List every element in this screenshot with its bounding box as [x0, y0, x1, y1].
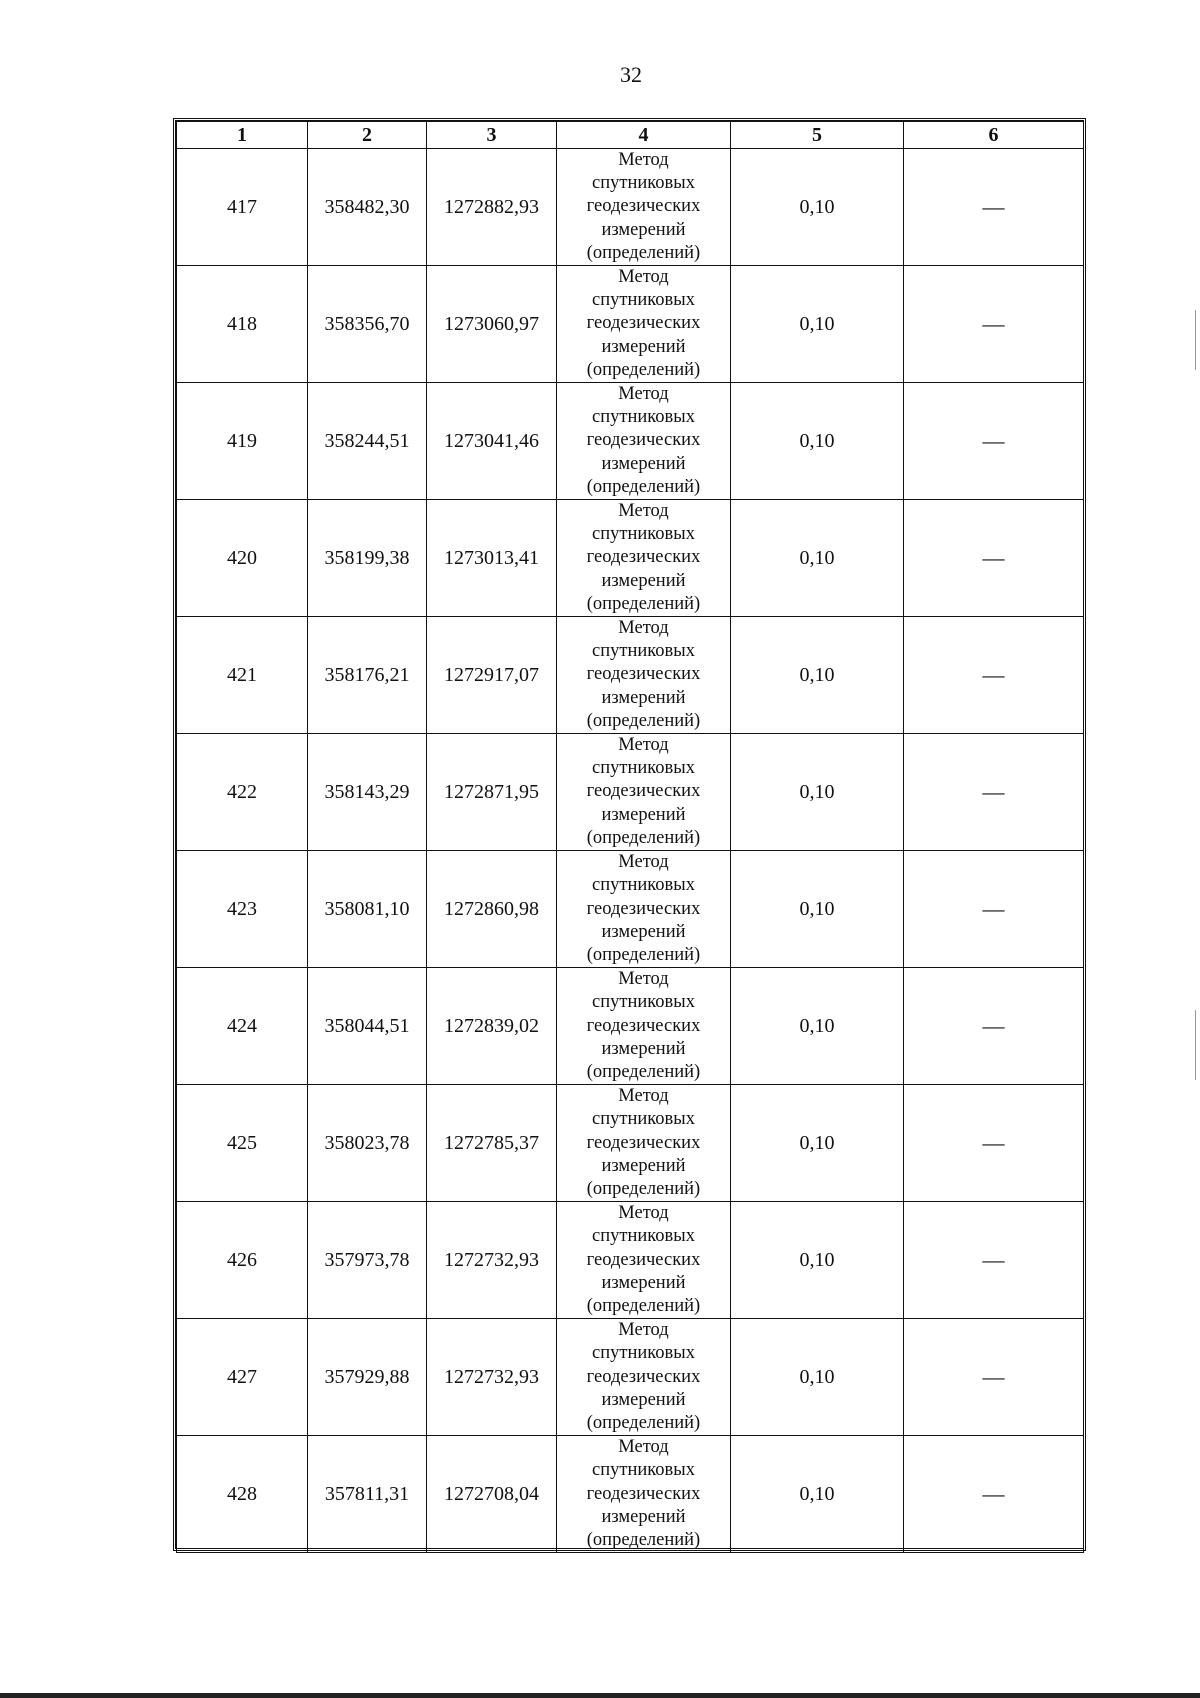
method-cell — [557, 500, 731, 617]
note-dash: — — [982, 1247, 1005, 1273]
method-line: Метод — [618, 618, 669, 639]
method-line: геодезических — [586, 430, 701, 451]
method-line: геодезических — [586, 898, 701, 919]
method-line: измерений — [601, 687, 686, 708]
point-number-cell: 421 — [177, 617, 308, 734]
method-line: измерений — [601, 1038, 686, 1059]
method-line: геодезических — [586, 1249, 701, 1270]
coordinates-table — [176, 121, 1084, 1553]
method-cell — [557, 1202, 731, 1319]
table-row — [177, 851, 1084, 968]
column-header: 3 — [427, 122, 557, 149]
point-number-cell: 417 — [177, 149, 308, 266]
method-line: геодезических — [586, 664, 701, 685]
point-number-cell: 418 — [177, 266, 308, 383]
column-header: 5 — [731, 122, 904, 149]
method-line: спутниковых — [592, 407, 695, 428]
coordinate-x-cell: 358244,51 — [308, 383, 427, 500]
method-line: (определений) — [586, 1295, 701, 1316]
note-dash: — — [982, 1130, 1005, 1156]
coordinate-x-cell: 358143,29 — [308, 734, 427, 851]
note-cell — [904, 617, 1084, 734]
method-line: Метод — [618, 1086, 669, 1107]
note-cell — [904, 851, 1084, 968]
column-header: 2 — [308, 122, 427, 149]
method-line: геодезических — [586, 1366, 701, 1387]
table-row — [177, 1319, 1084, 1436]
accuracy-cell: 0,10 — [731, 1202, 904, 1319]
note-dash: — — [982, 1013, 1005, 1039]
note-cell — [904, 1436, 1084, 1553]
method-line: Метод — [618, 852, 669, 873]
method-line: Метод — [618, 501, 669, 522]
point-number-cell: 425 — [177, 1085, 308, 1202]
method-cell — [557, 851, 731, 968]
method-line: (определений) — [586, 1061, 701, 1082]
accuracy-cell: 0,10 — [731, 149, 904, 266]
method-line: измерений — [601, 921, 686, 942]
coordinate-y-cell: 1272860,98 — [427, 851, 557, 968]
method-line: геодезических — [586, 313, 701, 334]
method-cell — [557, 617, 731, 734]
note-cell — [904, 1202, 1084, 1319]
point-number-cell: 419 — [177, 383, 308, 500]
column-header: 6 — [904, 122, 1084, 149]
note-cell — [904, 1085, 1084, 1202]
method-line: спутниковых — [592, 1343, 695, 1364]
table-row — [177, 734, 1084, 851]
method-line: спутниковых — [592, 1226, 695, 1247]
coordinate-y-cell: 1273041,46 — [427, 383, 557, 500]
method-line: геодезических — [586, 1483, 701, 1504]
point-number-cell: 423 — [177, 851, 308, 968]
note-cell — [904, 500, 1084, 617]
method-line: спутниковых — [592, 992, 695, 1013]
table-row — [177, 1436, 1084, 1553]
method-line: спутниковых — [592, 875, 695, 896]
note-dash: — — [982, 194, 1005, 219]
coordinate-y-cell: 1272871,95 — [427, 734, 557, 851]
note-dash: — — [982, 896, 1005, 922]
method-line: (определений) — [586, 593, 701, 614]
scan-mark — [1195, 1010, 1196, 1080]
method-line: (определений) — [586, 1178, 701, 1199]
accuracy-cell: 0,10 — [731, 1319, 904, 1436]
note-dash: — — [982, 1481, 1005, 1507]
method-line: спутниковых — [592, 1460, 695, 1481]
method-line: измерений — [601, 1506, 686, 1527]
accuracy-cell: 0,10 — [731, 383, 904, 500]
method-line: геодезических — [586, 547, 701, 568]
method-line: спутниковых — [592, 173, 695, 194]
method-cell — [557, 1085, 731, 1202]
coordinate-x-cell: 357973,78 — [308, 1202, 427, 1319]
coordinates-table-frame — [173, 118, 1086, 1551]
coordinate-y-cell: 1272839,02 — [427, 968, 557, 1085]
coordinate-x-cell: 358356,70 — [308, 266, 427, 383]
coordinate-x-cell: 357929,88 — [308, 1319, 427, 1436]
table-row — [177, 617, 1084, 734]
note-cell — [904, 149, 1084, 266]
method-line: геодезических — [586, 196, 701, 217]
method-line: Метод — [618, 267, 669, 288]
point-number-cell: 428 — [177, 1436, 308, 1553]
accuracy-cell: 0,10 — [731, 1085, 904, 1202]
note-dash: — — [982, 311, 1005, 337]
point-number-cell: 420 — [177, 500, 308, 617]
method-line: спутниковых — [592, 524, 695, 545]
method-line: Метод — [618, 1320, 669, 1341]
table-row — [177, 149, 1084, 266]
method-line: (определений) — [586, 827, 701, 848]
accuracy-cell: 0,10 — [731, 734, 904, 851]
coordinate-y-cell: 1273060,97 — [427, 266, 557, 383]
method-cell — [557, 383, 731, 500]
note-dash: — — [982, 428, 1005, 454]
method-cell — [557, 734, 731, 851]
method-line: (определений) — [586, 476, 701, 497]
accuracy-cell: 0,10 — [731, 266, 904, 383]
table-row — [177, 383, 1084, 500]
note-cell — [904, 266, 1084, 383]
coordinate-x-cell: 358482,30 — [308, 149, 427, 266]
method-line: геодезических — [586, 1132, 701, 1153]
method-line: (определений) — [586, 710, 701, 731]
note-dash: — — [982, 662, 1005, 688]
accuracy-cell: 0,10 — [731, 968, 904, 1085]
table-row — [177, 500, 1084, 617]
coordinate-y-cell: 1272917,07 — [427, 617, 557, 734]
method-line: измерений — [601, 453, 686, 474]
table-row — [177, 1085, 1084, 1202]
coordinate-x-cell: 358081,10 — [308, 851, 427, 968]
method-cell — [557, 266, 731, 383]
point-number-cell: 424 — [177, 968, 308, 1085]
method-line: (определений) — [586, 242, 701, 263]
accuracy-cell: 0,10 — [731, 617, 904, 734]
method-line: геодезических — [586, 781, 701, 802]
coordinate-y-cell: 1273013,41 — [427, 500, 557, 617]
method-line: измерений — [601, 336, 686, 357]
column-header: 4 — [557, 122, 731, 149]
method-cell — [557, 968, 731, 1085]
coordinate-y-cell: 1272732,93 — [427, 1202, 557, 1319]
point-number-cell: 427 — [177, 1319, 308, 1436]
method-line: измерений — [601, 219, 686, 240]
method-line: Метод — [618, 1203, 669, 1224]
coordinate-y-cell: 1272785,37 — [427, 1085, 557, 1202]
table-header-row — [177, 122, 1084, 149]
table-row — [177, 266, 1084, 383]
note-dash: — — [982, 1364, 1005, 1390]
method-line: измерений — [601, 1272, 686, 1293]
table-row — [177, 1202, 1084, 1319]
coordinate-x-cell: 358176,21 — [308, 617, 427, 734]
method-cell — [557, 1319, 731, 1436]
note-dash: — — [982, 545, 1005, 571]
note-cell — [904, 383, 1084, 500]
note-cell — [904, 968, 1084, 1085]
method-line: (определений) — [586, 944, 701, 965]
coordinate-y-cell: 1272732,93 — [427, 1319, 557, 1436]
method-line: Метод — [618, 384, 669, 405]
coordinate-x-cell: 357811,31 — [308, 1436, 427, 1553]
coordinate-x-cell: 358044,51 — [308, 968, 427, 1085]
method-cell — [557, 149, 731, 266]
scan-edge-line — [0, 1693, 1200, 1698]
method-line: измерений — [601, 1155, 686, 1176]
accuracy-cell: 0,10 — [731, 1436, 904, 1553]
scan-mark — [1195, 310, 1196, 370]
page-number: 32 — [620, 62, 642, 87]
method-cell — [557, 1436, 731, 1553]
column-header: 1 — [177, 122, 308, 149]
method-line: спутниковых — [592, 758, 695, 779]
note-cell — [904, 734, 1084, 851]
point-number-cell: 426 — [177, 1202, 308, 1319]
method-line: спутниковых — [592, 290, 695, 311]
method-line: измерений — [601, 1389, 686, 1410]
method-line: Метод — [618, 735, 669, 756]
note-cell — [904, 1319, 1084, 1436]
accuracy-cell: 0,10 — [731, 500, 904, 617]
method-line: Метод — [618, 150, 669, 170]
method-line: Метод — [618, 1437, 669, 1458]
coordinate-x-cell: 358023,78 — [308, 1085, 427, 1202]
method-line: спутниковых — [592, 1109, 695, 1130]
coordinate-y-cell: 1272882,93 — [427, 149, 557, 266]
method-line: Метод — [618, 969, 669, 990]
table-body — [177, 149, 1084, 1553]
method-line: измерений — [601, 804, 686, 825]
method-line: (определений) — [586, 1529, 701, 1550]
coordinate-x-cell: 358199,38 — [308, 500, 427, 617]
method-line: (определений) — [586, 1412, 701, 1433]
method-line: (определений) — [586, 359, 701, 380]
note-dash: — — [982, 779, 1005, 805]
method-line: измерений — [601, 570, 686, 591]
table-row — [177, 968, 1084, 1085]
point-number-cell: 422 — [177, 734, 308, 851]
method-line: спутниковых — [592, 641, 695, 662]
method-line: геодезических — [586, 1015, 701, 1036]
accuracy-cell: 0,10 — [731, 851, 904, 968]
coordinate-y-cell: 1272708,04 — [427, 1436, 557, 1553]
